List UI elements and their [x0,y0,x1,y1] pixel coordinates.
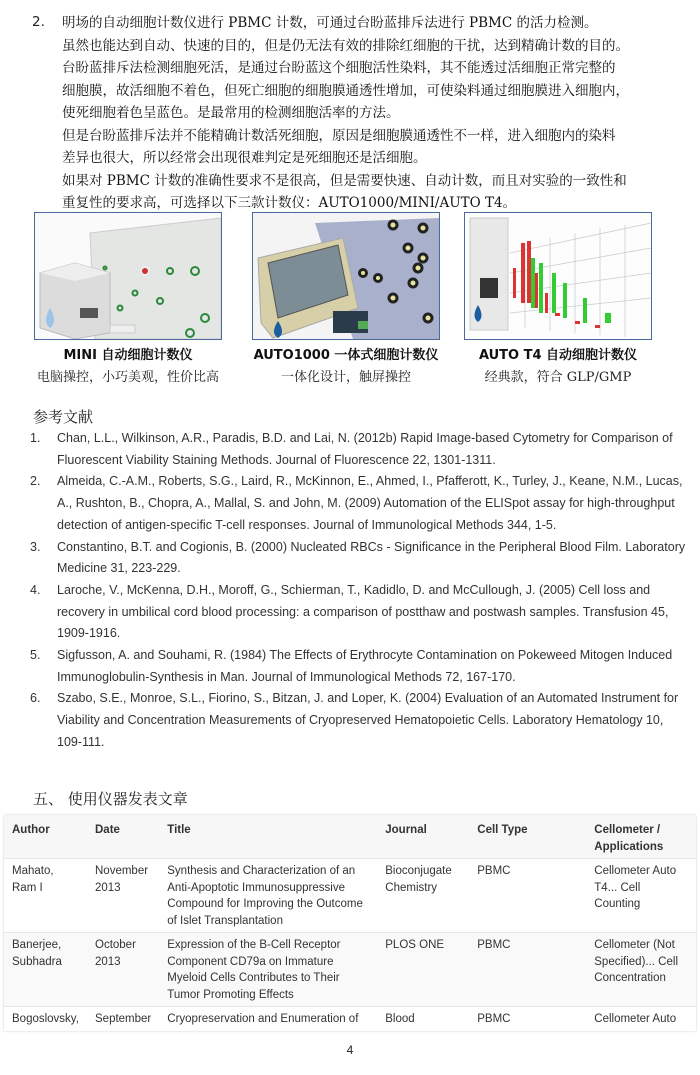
page-number: 4 [346,1043,354,1057]
table-row [4,1007,696,1031]
reference-text: Almeida, C.-A.M., Roberts, S.G., Laird, R., McKinnon, E., Ahmed, I., Pfafferott, K., Turley, J., Keane, N.M., Lucas, A., Rushton, B., Chopra, A., Mallal, S. and John, M. (2009) Automation of the ELISpot assay for high-throughput detection of antigen-specific T-cell responses. Journal of Immunological Methods 344, 1-5. [57,474,683,532]
reference-text: Laroche, V., McKenna, D.H., Moroff, G., Schierman, T., Kadidlo, D. and McCullough, J. (2005) Cell loss and recovery in umbilical cord blood processing: a comparison of postthaw and postwash samples. Transfusion 45, 1909-1916. [57,582,669,641]
cell: October 2013 [87,933,159,1007]
reference-item [30,471,690,536]
column-header: Cell Type [469,815,586,859]
auto1000-counter-image [252,212,440,340]
cell: Banerjee, Subhadra [4,933,87,1007]
reference-number: 3. [30,539,41,554]
reference-number: 6. [30,691,41,706]
cell: Cellometer Auto T4... Cell Counting [586,859,696,933]
cell: September [87,1007,159,1031]
cell: Cellometer (Not Specified)... Cell Concentration [586,933,696,1007]
references-list [30,428,690,754]
reference-item [30,537,690,580]
column-header: Journal [377,815,469,859]
references-heading: 参考文献 [33,408,94,426]
paragraph-line: 台盼蓝排斥法检测细胞死活，是通过台盼蓝这个细胞活性染料，其不能透过活细胞正常完整的 [62,60,616,76]
cell: PBMC [469,933,586,1007]
mini-counter-image [34,212,222,340]
cell: Synthesis and Characterization of an Anti-Apoptotic Immunosuppressive Compound for Improving the Outcome of Islet Transplantation [159,859,377,933]
paragraph-line: 如果对 PBMC 计数的准确性要求不是很高，但是需要快速、自动计数，而且对实验的一致性和 [62,172,627,189]
reference-item [30,645,690,688]
publications-heading: 五、 使用仪器发表文章 [33,790,188,808]
paragraph-line: 细胞膜，故活细胞不着色，但死亡细胞的细胞膜通透性增加，可使染料通过细胞膜进入细胞内， [62,82,629,99]
autot4-counter-image [464,212,652,340]
product-desc-mini: 电脑操控，小巧美观，性价比高 [36,370,219,385]
section-2-text [62,12,692,215]
reference-text: Szabo, S.E., Monroe, S.L., Fiorino, S., Bitzan, J. and Loper, K. (2004) Evaluation of an Automated Instrument for Viability and Concentration Measurements of Cryopreserved Hematopoietic Cells. Laboratory Hematology 10, 109-111. [57,691,679,749]
paragraph-line: 差异也很大，所以经常会出现很难判定是死细胞还是活细胞。 [62,150,427,166]
cell: Cellometer Auto [586,1007,696,1031]
column-header: Date [87,815,159,859]
cell: PBMC [469,1007,586,1031]
cell: Expression of the B-Cell Receptor Component CD79a on Immature Myeloid Cells Contributes to Their Tumor Promoting Effects [159,933,377,1007]
reference-text: Sigfusson, A. and Souhami, R. (1984) The Effects of Erythrocyte Contamination on Pokeweed Mitogen Induced Immunoglobulin-Synthesis in Man. Journal of Immunological Methods 72, 167-170. [57,648,673,684]
paragraph-line: 虽然也能达到自动、快速的目的，但是仍无法有效的排除红细胞的干扰，达到精确计数的目的。 [62,37,629,54]
reference-item [30,580,690,645]
paragraph-line: 但是台盼蓝排斥法并不能精确计数活死细胞，原因是细胞膜通透性不一样，进入细胞内的染料 [62,127,616,144]
table-row [4,859,696,933]
reference-number: 4. [30,582,41,597]
reference-item [30,428,690,471]
product-name-mini: MINI 自动细胞计数仪 [63,348,193,363]
table-header-row [4,815,696,859]
section-number: 2. [32,14,45,30]
reference-number: 2. [30,474,41,489]
cell: Cryopreservation and Enumeration of [159,1007,377,1031]
reference-item [30,688,690,753]
cell: PLOS ONE [377,933,469,1007]
cell: Mahato, Ram I [4,859,87,933]
column-header: Cellometer / Applications [586,815,696,859]
reference-text: Constantino, B.T. and Cogionis, B. (2000) Nucleated RBCs - Significance in the Peripheral Blood Film. Laboratory Medicine 31, 223-229. [57,539,686,576]
product-name-autot4: AUTO T4 自动细胞计数仪 [478,348,638,363]
publications-table [4,815,696,1031]
reference-number: 5. [30,648,41,663]
cell: PBMC [469,859,586,933]
product-desc-autot4: 经典款，符合 GLP/GMP [484,370,632,385]
reference-number: 1. [30,431,41,445]
cell: November 2013 [87,859,159,933]
cell: Bogoslovsky, [4,1007,87,1031]
column-header: Title [159,815,377,859]
table-row [4,933,696,1007]
product-desc-auto1000: 一体化设计，触屏操控 [280,370,411,385]
paragraph-line: 重复性的要求高，可选择以下三款计数仪：AUTO1000/MINI/AUTO T4。 [62,195,517,211]
paragraph-line: 明场的自动细胞计数仪进行 PBMC 计数，可通过台盼蓝排斥法进行 PBMC 的活力检测。 [62,15,598,31]
cell: Blood [377,1007,469,1031]
reference-text: Chan, L.L., Wilkinson, A.R., Paradis, B.D. and Lai, N. (2012b) Rapid Image-based Cytometry for Comparison of Fluorescent Viability Staining Methods. Journal of Fluorescence 22, 1301-1311. [57,431,673,467]
paragraph-line: 使死细胞着色呈蓝色。是最常用的检测细胞活率的方法。 [62,105,400,121]
column-header: Author [4,815,87,859]
cell: Bioconjugate Chemistry [377,859,469,933]
product-name-auto1000: AUTO1000 一体式细胞计数仪 [253,348,439,363]
